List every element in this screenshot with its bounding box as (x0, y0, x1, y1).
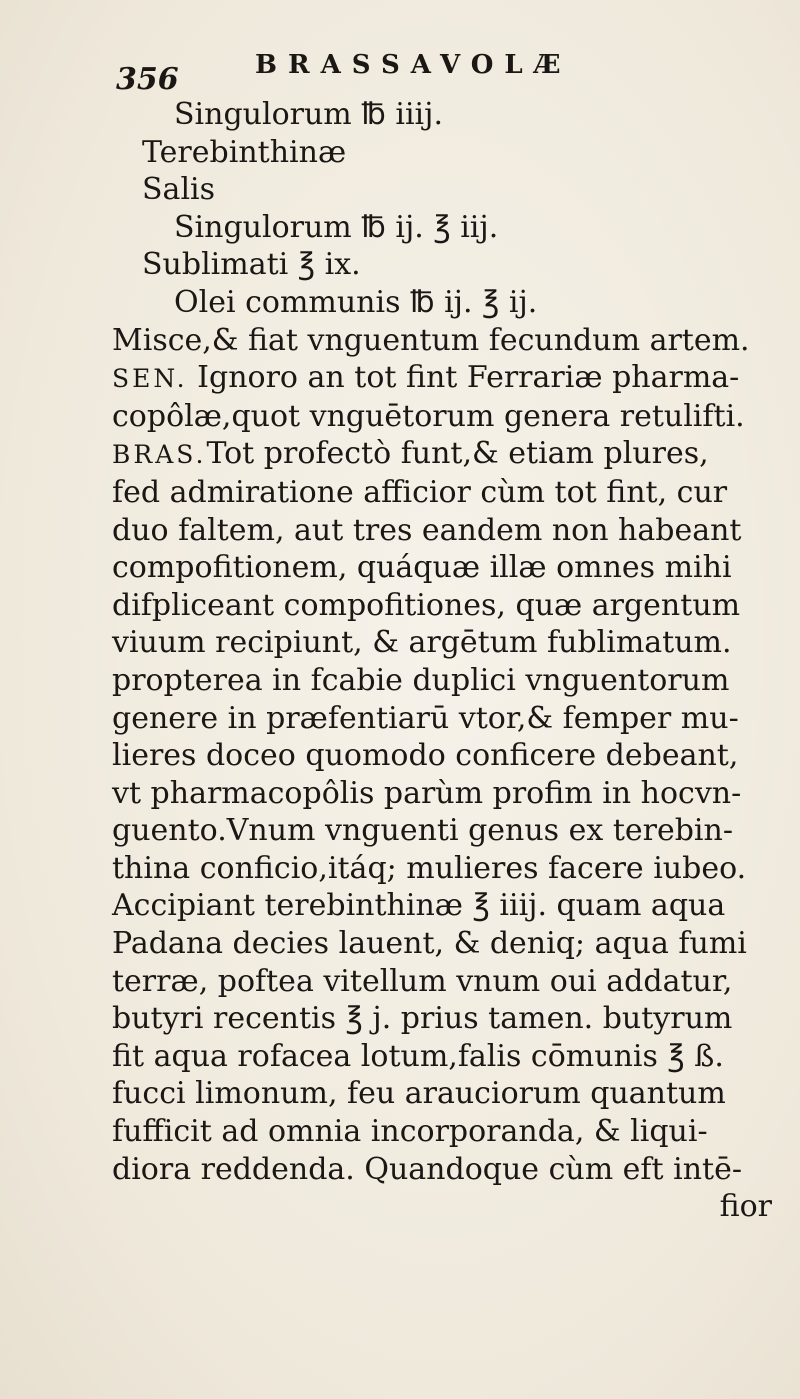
text-line (112, 171, 800, 209)
running-head: BRASSAVOLÆ (255, 50, 572, 80)
line-text: Accipiant terebinthinæ ℥ iiij. quam aqua (112, 888, 726, 924)
line-text: diora reddenda. Quandoque cùm eft intē- (112, 1151, 742, 1187)
line-text: vt pharmacopôlis parùm profim in hocvn- (112, 775, 742, 811)
text-line (112, 549, 800, 587)
line-text: fufficit ad omnia incorporanda, & liqui- (112, 1114, 708, 1150)
text-line (112, 322, 800, 360)
text-line (112, 1000, 800, 1038)
text-line (112, 812, 800, 850)
line-text: Olei communis ℔ ij. ℥ ij. (174, 284, 538, 320)
line-text: genere in præfentiarū vtor,& femper mu- (112, 700, 739, 736)
text-line (112, 398, 800, 436)
line-text: copôlæ,quot vnguētorum genera retulifti. (112, 398, 745, 434)
page-header (0, 40, 800, 100)
text-line (112, 963, 800, 1001)
text-line (112, 850, 800, 888)
text-line (112, 1151, 800, 1189)
line-text: Singulorum ℔ iiij. (174, 97, 443, 132)
line-text: fit aqua rofacea lotum,falis cōmunis ℥ ß. (112, 1038, 724, 1074)
text-line (112, 246, 800, 284)
line-text: lieres doceo quomodo conficere debeant, (112, 738, 739, 774)
body-text (112, 96, 800, 1226)
line-text: fed admiratione afficior cùm tot fint, cur (112, 474, 728, 510)
text-line (112, 887, 800, 925)
line-text: thina conficio,itáq; mulieres facere iubeo. (112, 850, 747, 886)
line-text: propterea in fcabie duplici vnguentorum (112, 662, 730, 698)
text-line (112, 359, 800, 398)
text-line (112, 1113, 800, 1151)
speaker-label: SEN. (112, 364, 188, 394)
text-line (112, 1075, 800, 1113)
line-text: Terebinthinæ (142, 134, 347, 170)
text-line (112, 284, 800, 322)
line-text: Sublimati ℥ ix. (142, 247, 361, 283)
text-line (112, 209, 800, 247)
text-line (112, 512, 800, 550)
text-line (112, 700, 800, 738)
line-text: Padana decies lauent, & deniq; aqua fumi (112, 926, 747, 962)
line-text: difpliceant compofitiones, quæ argentum (112, 587, 741, 623)
text-line (112, 96, 800, 134)
line-text: Ignoro an tot fint Ferrariæ pharma- (187, 360, 740, 396)
line-text: duo faltem, aut tres eandem non habeant (112, 512, 742, 548)
text-line (112, 624, 800, 662)
line-text: Singulorum ℔ ij. ℥ iij. (174, 209, 499, 245)
line-text: Tot profectò funt,& etiam plures, (206, 436, 709, 472)
line-text: Salis (142, 172, 216, 208)
line-text: compofitionem, quáquæ illæ omnes mihi (112, 550, 732, 586)
text-line (112, 925, 800, 963)
text-line (112, 737, 800, 775)
text-line (112, 134, 800, 172)
text-line (112, 662, 800, 700)
page-number: 356 (116, 62, 179, 97)
text-line (112, 587, 800, 625)
line-text: viuum recipiunt, & argētum fublimatum. (112, 625, 732, 661)
text-line (112, 474, 800, 512)
line-text: Misce,& fiat vnguentum fecundum artem. (112, 322, 750, 358)
speaker-label: BRAS. (112, 440, 207, 470)
line-text: terræ, poftea vitellum vnum oui addatur, (112, 963, 733, 999)
line-text: butyri recentis ℥ j. prius tamen. butyrum (112, 1001, 733, 1037)
text-line (112, 435, 800, 474)
text-line (112, 775, 800, 813)
line-text: fucci limonum, feu arauciorum quantum (112, 1076, 726, 1112)
catchword: fior (719, 1189, 772, 1225)
line-text: guento.Vnum vnguenti genus ex terebin- (112, 813, 733, 849)
text-line (112, 1038, 800, 1076)
